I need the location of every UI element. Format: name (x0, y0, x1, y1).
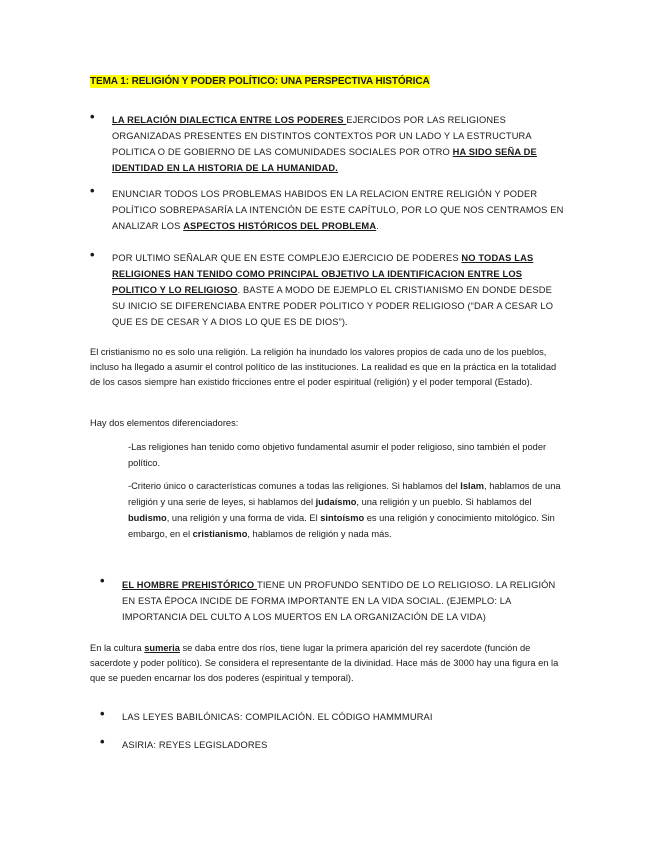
paragraph-text: , una religión y un pueblo. Si hablamos del (356, 497, 532, 507)
body-paragraph: El cristianismo no es solo una religión. La religión ha inundado los valores propios de cada uno de los pueblos, incluso ha llegado a asumir el control político de las instituciones. La realidad es que en la práctica en la totalidad de los casos siempre han existido fricciones entre el poder espiritual (religión) y el poder temporal (Estado). (90, 347, 557, 387)
bullet-paragraph-complex (112, 250, 557, 330)
paragraph-text: es una religión y conocimiento mitológico. Sin embargo, en el (128, 513, 555, 539)
religion-term: judaísmo (315, 497, 357, 507)
paragraph-text: TIENE UN PROFUNDO SENTIDO DE LO RELIGIOSO. LA RELIGIÓN EN ESTA ÉPOCA INCIDE DE FORMA IMPORTANTE EN LA VIDA SOCIAL. (EJEMPLO: LA IMPORTANCIA DEL CULTO A LOS MUERTOS EN LA ORGANIZACIÓN DE LA VIDA) (122, 580, 556, 622)
paragraph-text: , hablamos de religión y nada más. (247, 529, 392, 539)
bullet-icon: • (90, 247, 95, 262)
paragraph-text: . (376, 221, 379, 231)
bullet-paragraph-dialectic (112, 112, 544, 176)
religion-term: Islam (460, 481, 485, 491)
bullet-paragraph-prehistoric (122, 577, 562, 625)
paragraph-text: , hablamos de una religión y una serie de leyes, si hablamos del (128, 481, 561, 507)
paragraph-text: EJERCIDOS POR LAS RELIGIONES ORGANIZADAS PRESENTES EN DISTINTOS CONTEXTOS POR UN LADO Y LA ESTRUCTURA POLITICA O DE GOBIERNO DE LAS COMUNIDADES SOCIALES POR OTRO (112, 115, 532, 157)
emphasis-text: ASPECTOS HISTÓRICOS DEL PROBLEMA (183, 221, 377, 231)
list-item: ASIRIA: REYES LEGISLADORES (122, 740, 268, 750)
paragraph-text: POR ULTIMO SEÑALAR QUE EN ESTE COMPLEJO EJERCICIO DE PODERES (112, 253, 462, 263)
emphasis-text: NO TODAS LAS RELIGIONES HAN TENIDO COMO PRINCIPAL OBJETIVO LA (112, 253, 534, 279)
body-paragraph: Hay dos elementos diferenciadores: (90, 418, 239, 428)
bullet-icon: • (100, 573, 105, 588)
body-paragraph (90, 641, 568, 686)
document-title: TEMA 1: RELIGIÓN Y PODER POLÍTICO: UNA PERSPECTIVA HISTÓRICA (90, 76, 430, 87)
paragraph-text: se daba entre dos ríos, tiene lugar la primera aparición del rey sacerdote (función de sacerdote y poder político). Se considera el representante de la divinidad. Hace más de 3000 hay una figura en la que se pueden encarnar los dos poderes (espiritual y temporal). (90, 643, 559, 683)
bullet-icon: • (100, 706, 105, 721)
paragraph-text: -Criterio único o características comunes a todas las religiones. Si hablamos del (128, 481, 461, 491)
bullet-icon: • (100, 734, 105, 749)
paragraph-text: . BASTE A MODO DE EJEMPLO EL CRISTIANISMO EN DONDE DESDE SU INICIO SE DIFERENCIABA ENTRE PODER POLITICO Y PODER RELIGIOSO (“DAR A CESAR LO QUE ES DE CESAR Y A DIOS LO QUE ES DE DIOS”). (112, 285, 554, 327)
religion-term: budismo (128, 513, 167, 523)
indented-paragraph (128, 478, 564, 542)
emphasis-text: EL HOMBRE PREHISTÓRICO (122, 580, 257, 590)
paragraph-text: ENUNCIAR TODOS LOS PROBLEMAS HABIDOS EN LA RELACION ENTRE RELIGIÓN Y PODER POLÍTICO SOBREPASARÍA LA INTENCIÓN DE ESTE CAPÍTULO, POR LO QUE NOS CENTRAMOS EN ANALIZAR LOS (112, 189, 564, 231)
bullet-icon: • (90, 183, 95, 198)
bullet-paragraph-problems (112, 186, 567, 234)
religion-term: cristianismo (192, 529, 248, 539)
religion-term: sintoísmo (320, 513, 365, 523)
emphasis-text: sumeria (144, 643, 180, 653)
paragraph-text: En la cultura (90, 643, 145, 653)
emphasis-text: LA RELACIÓN DIALECTICA ENTRE LOS PODERES (112, 115, 347, 125)
list-item: LAS LEYES BABILÓNICAS: COMPILACIÓN. EL CÓDIGO HAMMMURAI (122, 712, 433, 722)
emphasis-text: IDENTIFICACION ENTRE LOS POLITICO Y LO RELIGIOSO (112, 269, 523, 295)
indented-paragraph: -Las religiones han tenido como objetivo fundamental asumir el poder religioso, sino también el poder político. (128, 442, 547, 468)
bullet-icon: • (90, 109, 95, 124)
emphasis-text: HA SIDO SEÑA DE IDENTIDAD EN LA HISTORIA DE LA HUMANIDAD. (112, 147, 537, 173)
paragraph-text: , una religión y una forma de vida. El (166, 513, 321, 523)
